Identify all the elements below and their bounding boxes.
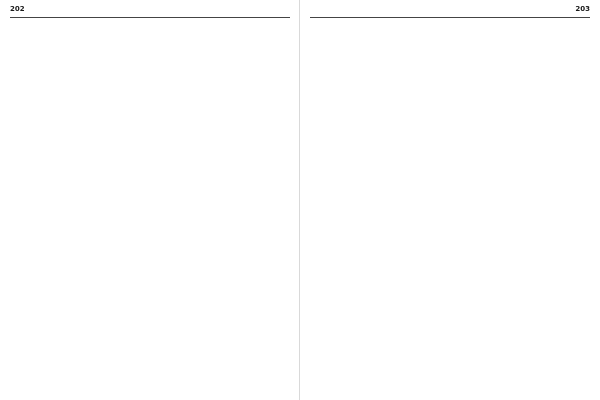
right-page-number: 203	[575, 5, 590, 13]
right-page-body	[310, 18, 590, 24]
left-page-number: 202	[10, 5, 25, 13]
left-page-body	[10, 18, 290, 24]
left-running-header	[10, 4, 290, 18]
right-page	[300, 0, 600, 400]
right-running-header	[310, 4, 590, 18]
